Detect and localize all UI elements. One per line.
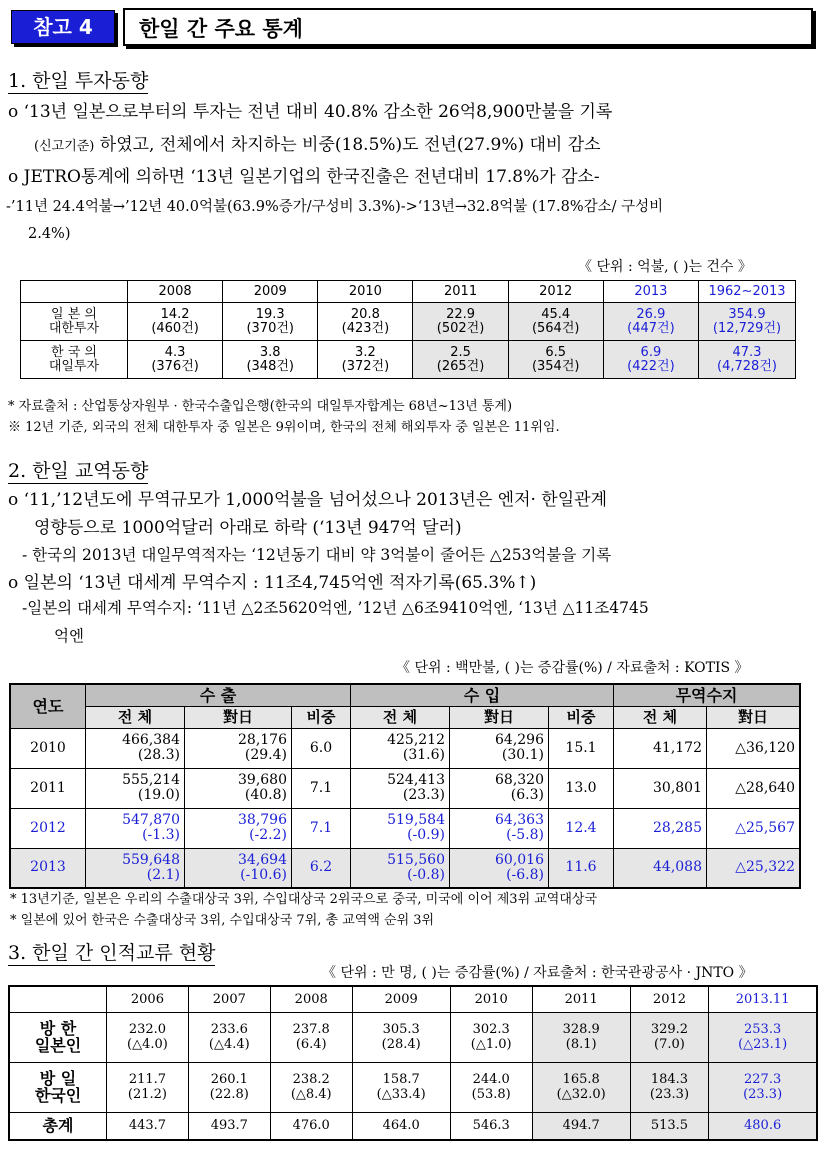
table-row: 방 한 일본인 232.0 (△4.0) 233.6 (△4.4) 237.8 (6.4) 305.3 (28.4) 302.3 (△1.0) 328.9 (8.1) 329.2 (7.0) 253.3 (△23.1): [9, 1012, 817, 1062]
page-title: 한일 간 주요 통계: [139, 17, 303, 41]
section-1-heading: 1. 한일 투자동향: [8, 70, 149, 92]
table-row: 일 본 의 대한투자 14.2 (460건) 19.3 (370건) 20.8 (423건) 22.9 (502건) 45.4 (564건) 26.9 (447건) 354.9 (12,729건): [21, 303, 796, 341]
s2-line-3: - 한국의 2013년 대일무역적자는 ‘12년동기 대비 약 3억불이 줄어든 △253억불을 기록: [22, 546, 612, 564]
s1-note-2: ※ 12년 기준, 외국의 전체 대한투자 중 일본은 9위이며, 한국의 전체 해외투자 중 일본은 11위임.: [8, 420, 560, 435]
table-row: 2010 466,384 (28.3) 28,176 (29.4) 6.0 425,212 (31.6) 64,296 (30.1) 15.1 41,172 △36,120: [10, 728, 800, 768]
s2-unit: 《 단위 : 백만불, ( )는 증감률(%) / 자료출처 : KOTIS 》: [396, 660, 749, 676]
s1-line-1: o ‘13년 일본으로부터의 투자는 전년 대비 40.8% 감소한 26억8,900만불을 기록: [8, 102, 613, 122]
section-2-heading: 2. 한일 교역동향: [8, 460, 149, 482]
s2-line-1: o ‘11,’12년도에 무역규모가 1,000억불을 넘어섰으나 2013년은 엔저· 한일관계: [8, 490, 607, 510]
table-row: 한 국 의 대일투자 4.3 (376건) 3.8 (348건) 3.2 (372건) 2.5 (265건) 6.5 (354건) 6.9 (422건) 47.3 (4,728건): [21, 341, 796, 379]
table-row: 방 일 한국인 211.7 (21.2) 260.1 (22.8) 238.2 (△8.4) 158.7 (△33.4) 244.0 (53.8) 165.8 (△32.0) 184.3 (23.3) 227.3 (23.3): [9, 1062, 817, 1112]
col-header: 1962~2013: [699, 281, 796, 303]
s1-line-4: -’11년 24.4억불→’12년 40.0억불(63.9%증가/구성비 3.3%)->‘13년→32.8억불 (17.8%감소/ 구성비: [6, 199, 664, 215]
s2-line-6: 억엔: [54, 627, 84, 645]
s2-note-1: * 13년기준, 일본은 우리의 수출대상국 3위, 수입대상국 2위국으로 중국, 미국에 이어 제3위 교역대상국: [10, 892, 598, 907]
s1-line-2: (신고기준) 하였고, 전체에서 차지하는 비중(18.5%)도 전년(27.9%) 대비 감소: [34, 135, 601, 155]
s2-line-2: 영향등으로 1000억달러 아래로 하락 (‘13년 947억 달러): [34, 518, 462, 538]
trade-table: 연도 수 출 수 입 무역수지 전 체 對日 비중 전 체 對日 비중 전 체 對日 2010 466,384 (28.3) 28,176 (29.4) 6.0 425,212 (31.6) 64,296 (30.1) 15.1 41,172 △36,120 2011 555,214 (19.0) 39,680 (40.8) 7.1 524,413 (23.3) 68,320 (6.3) 13.0 30,801 △28,640 2012 547,870 (-1.3) 38,796 (-2.2) 7.1 519,584 (-0.9) 64,363 (-5.8) 12.4 28,285 △25,567 2013 559,648 (2.1) 34,694 (-10.6) 6.2 515,560 (-0.8) 60,016 (-6.8) 11.6 44,088 △25,322: [9, 683, 801, 889]
table-row: 총계 443.7 493.7 476.0 464.0 546.3 494.7 513.5 480.6: [9, 1112, 817, 1140]
table-row: 2011 555,214 (19.0) 39,680 (40.8) 7.1 524,413 (23.3) 68,320 (6.3) 13.0 30,801 △28,640: [10, 768, 800, 808]
s1-line-5: 2.4%): [28, 226, 71, 242]
col-header: 2010: [318, 281, 413, 303]
section-3-heading: 3. 한일 간 인적교류 현황: [8, 942, 216, 964]
s1-line-3: o JETRO통계에 의하면 ‘13년 일본기업의 한국진출은 전년대비 17.8%가 감소-: [8, 167, 600, 187]
reference-badge: 참고 4: [11, 10, 115, 44]
exchange-table: 2006 2007 2008 2009 2010 2011 2012 2013.11 방 한 일본인 232.0 (△4.0) 233.6 (△4.4) 237.8 (6.4) 305.3 (28.4) 302.3 (△1.0) 328.9 (8.1) 329.2 (7.0) 253.3 (△23.1) 방 일 한국인 211.7 (21.2) 260.1 (22.8) 238.2 (△8.4) 158.7 (△33.4) 244.0 (53.8) 165.8 (△32.0) 184.3 (23.3) 227.3 (23.3) 총계 443.7 493.7 476.0 464.0 546.3 494.7 513.5 480.6: [8, 985, 818, 1141]
s3-unit: 《 단위 : 만 명, ( )는 증감률(%) / 자료출처 : 한국관광공사 · JNTO 》: [322, 965, 753, 981]
s2-note-2: * 일본에 있어 한국은 수출대상국 3위, 수입대상국 7위, 총 교역액 순위 3위: [10, 913, 435, 928]
col-header: 2012: [508, 281, 603, 303]
table-row: 2012 547,870 (-1.3) 38,796 (-2.2) 7.1 519,584 (-0.9) 64,363 (-5.8) 12.4 28,285 △25,567: [10, 808, 800, 848]
col-header: 2013: [603, 281, 698, 303]
col-header: 2009: [223, 281, 318, 303]
s2-line-5: -일본의 대세계 무역수지: ‘11년 △2조5620억엔, ’12년 △6조9410억엔, ‘13년 △11조4745: [22, 599, 649, 617]
s1-unit: 《 단위 : 억불, ( )는 건수 》: [578, 259, 752, 275]
investment-table: [20, 280, 796, 379]
s1-note-1: * 자료출처 : 산업통상자원부 · 한국수출입은행(한국의 대일투자합계는 68년~13년 통계): [8, 399, 513, 414]
col-header: 2008: [128, 281, 223, 303]
s2-line-4: o 일본의 ‘13년 대세계 무역수지 : 11조4,745억엔 적자기록(65.3%↑): [8, 573, 537, 593]
title-box: [123, 8, 813, 46]
col-header: 2011: [413, 281, 508, 303]
table-row: 2013 559,648 (2.1) 34,694 (-10.6) 6.2 515,560 (-0.8) 60,016 (-6.8) 11.6 44,088 △25,322: [10, 848, 800, 888]
page-header: [9, 6, 809, 46]
